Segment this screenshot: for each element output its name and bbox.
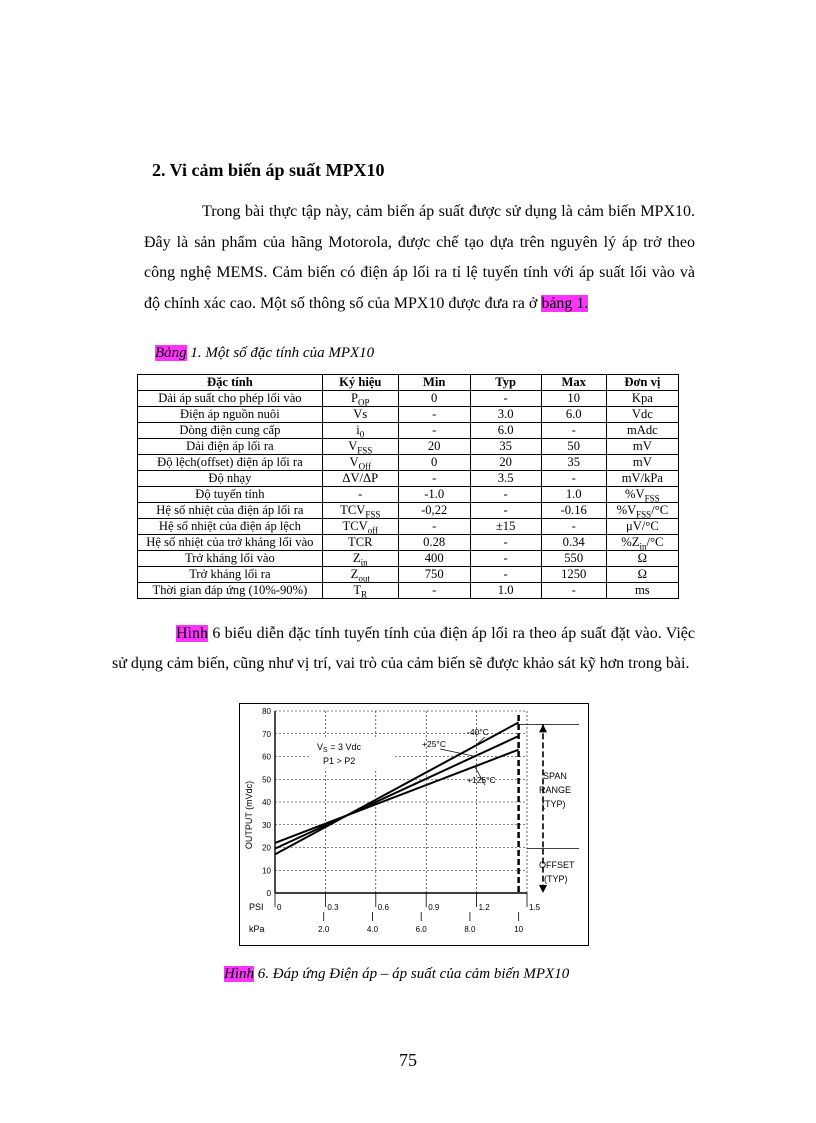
- table-row: [138, 391, 679, 407]
- unit-text: mV/kPa: [621, 471, 663, 485]
- x-tick-label-psi: 0.6: [377, 903, 389, 912]
- span-label-2: RANGE: [539, 785, 572, 795]
- cell-unit: [606, 535, 678, 551]
- col-header-unit: Đơn vị: [606, 375, 678, 391]
- cell-max: [541, 487, 606, 503]
- condition-p: P1 > P2: [323, 756, 356, 766]
- cell-symbol: [322, 551, 398, 567]
- y-axis-label: OUTPUT (mVdc): [244, 780, 254, 850]
- col-header-symbol: Ký hiệu: [322, 375, 398, 391]
- cell-min: [398, 519, 470, 535]
- max-value: 0.34: [562, 535, 585, 549]
- cell-unit: [606, 567, 678, 583]
- symbol-subscript: FSS: [365, 509, 381, 520]
- cell-typ: [470, 487, 541, 503]
- symbol-subscript: 0: [359, 429, 365, 440]
- characteristic-text: Trở kháng lối vào: [184, 551, 275, 565]
- typ-value: 6.0: [497, 423, 514, 437]
- unit-text: ms: [635, 583, 650, 597]
- min-value: -: [432, 471, 437, 485]
- table-row: [138, 455, 679, 471]
- symbol-text: T: [353, 583, 362, 597]
- table-header-row: [138, 375, 679, 391]
- x-tick-label-kpa: 8.0: [464, 925, 476, 934]
- span-label-3: (TYP): [542, 799, 566, 809]
- cell-min: [398, 487, 470, 503]
- y-tick-label: 70: [262, 729, 271, 739]
- cell-unit: [606, 551, 678, 567]
- typ-value: -: [503, 487, 508, 501]
- cell-typ: [470, 519, 541, 535]
- characteristic-text: Độ nhạy: [208, 471, 252, 485]
- figure-paragraph: [112, 619, 695, 678]
- cell-characteristic: [138, 519, 323, 535]
- unit-text: %V: [616, 503, 637, 517]
- min-value: -: [432, 583, 437, 597]
- unit-text: Kpa: [631, 391, 653, 405]
- offset-label-1: OFFSET: [539, 860, 575, 870]
- min-value: 0.28: [423, 535, 446, 549]
- cell-unit: [606, 471, 678, 487]
- cell-typ: [470, 551, 541, 567]
- symbol-text: P: [351, 391, 359, 405]
- cell-max: [541, 567, 606, 583]
- cell-min: [398, 567, 470, 583]
- cell-max: [541, 535, 606, 551]
- cell-unit: [606, 391, 678, 407]
- cell-typ: [470, 391, 541, 407]
- cell-max: [541, 455, 606, 471]
- characteristic-text: Dải áp suất cho phép lối vào: [158, 391, 302, 405]
- symbol-text: V: [348, 439, 358, 453]
- symbol-subscript: off: [367, 525, 379, 536]
- figure-caption: [224, 966, 569, 983]
- unit-text: Ω: [637, 551, 648, 565]
- cell-typ: [470, 567, 541, 583]
- max-value: 550: [564, 551, 584, 565]
- min-value: 400: [424, 551, 444, 565]
- x-tick-label-psi: 1.2: [478, 903, 490, 912]
- intro-text: Trong bài thực tập này, cảm biến áp suất được sử dụng là cảm biến MPX10. Đây là sản phẩm của hãng Motorola, được chế tạo dựa trên nguyên lý áp trở theo công nghệ MEMS. Cảm biến có điện áp lối ra tỉ lệ tuyến tính với áp suất lối vào và độ chính xác cao. Một số thông số của MPX10 được đưa ra ở: [144, 203, 695, 312]
- min-value: -: [432, 407, 437, 421]
- min-value: -: [432, 423, 437, 437]
- series-label: -40°C: [467, 727, 489, 737]
- x-tick-label-kpa: 4.0: [366, 925, 379, 934]
- cell-min: [398, 407, 470, 423]
- y-tick-label: 20: [262, 843, 271, 853]
- cell-characteristic: [138, 423, 323, 439]
- symbol-text: TCV: [340, 503, 366, 517]
- cell-min: [398, 503, 470, 519]
- y-tick-label: 0: [266, 889, 271, 898]
- y-tick-label: 10: [262, 866, 271, 876]
- symbol-text: -: [358, 487, 363, 501]
- cell-symbol: [322, 583, 398, 599]
- cell-symbol: [322, 519, 398, 535]
- y-tick-label: 40: [262, 798, 271, 807]
- unit-text: mV: [632, 455, 652, 469]
- table-caption-label: Bảng: [155, 345, 187, 361]
- typ-value: 20: [499, 455, 512, 469]
- max-value: -0.16: [560, 503, 587, 517]
- cell-characteristic: [138, 503, 323, 519]
- x-tick-label-kpa: 6.0: [415, 925, 427, 934]
- unit-subscript: in: [639, 541, 647, 552]
- col-header-characteristic: Đặc tính: [138, 375, 323, 391]
- unit-subscript: FSS: [636, 509, 652, 520]
- typ-value: 3.5: [497, 471, 514, 485]
- characteristic-text: Hệ số nhiệt của điện áp lối ra: [156, 503, 304, 517]
- unit-suffix: /°C: [646, 535, 664, 549]
- unit-text: %Z: [621, 535, 640, 549]
- cell-symbol: [322, 487, 398, 503]
- cell-symbol: [322, 471, 398, 487]
- y-tick-label: 80: [262, 707, 271, 716]
- unit-suffix: /°C: [651, 503, 669, 517]
- cell-max: [541, 551, 606, 567]
- cell-min: [398, 391, 470, 407]
- unit-subscript: FSS: [644, 493, 660, 504]
- symbol-text: i: [356, 423, 360, 437]
- figure-caption-label: Hình: [224, 966, 254, 982]
- cell-symbol: [322, 439, 398, 455]
- figure-paragraph-text: 6 biểu diễn đặc tính tuyến tính của điện áp lối ra theo áp suất đặt vào. Việc sử dụng cảm biến, cũng như vị trí, vai trò của cảm biến sẽ được khảo sát kỹ hơn trong bài.: [112, 625, 695, 672]
- y-tick-label: 60: [262, 752, 271, 762]
- min-value: 20: [427, 439, 441, 453]
- condition-vs-value: = 3 Vdc: [327, 742, 361, 752]
- table-caption-text: 1. Một số đặc tính của MPX10: [186, 345, 375, 361]
- cell-characteristic: [138, 455, 323, 471]
- x-tick-label-kpa: 10: [514, 925, 524, 934]
- offset-label-2: (TYP): [544, 874, 568, 884]
- figure-caption-text: 6. Đáp ứng Điện áp – áp suất của cảm biến MPX10: [254, 966, 570, 982]
- condition-v: V: [317, 742, 324, 752]
- symbol-text: ΔV/ΔP: [342, 471, 379, 485]
- symbol-subscript: R: [361, 589, 368, 600]
- cell-min: [398, 439, 470, 455]
- typ-value: -: [503, 551, 508, 565]
- symbol-text: V: [349, 455, 359, 469]
- characteristic-text: Điện áp nguồn nuôi: [180, 407, 280, 421]
- typ-value: 1.0: [497, 583, 514, 597]
- x-tick-label-psi: 0: [277, 903, 282, 912]
- symbol-text: Vs: [353, 407, 368, 421]
- page-number: 75: [399, 1050, 417, 1070]
- x-label-kpa: kPa: [249, 924, 265, 934]
- table-row: [138, 535, 679, 551]
- table-caption: [155, 345, 374, 362]
- x-tick-label-kpa: 2.0: [318, 925, 330, 934]
- symbol-subscript: FSS: [357, 445, 373, 456]
- cell-unit: [606, 439, 678, 455]
- cell-symbol: [322, 535, 398, 551]
- cell-max: [541, 391, 606, 407]
- typ-value: -: [503, 567, 508, 581]
- cell-max: [541, 471, 606, 487]
- min-value: -1.0: [424, 487, 445, 501]
- cell-unit: [606, 503, 678, 519]
- cell-min: [398, 583, 470, 599]
- cell-unit: [606, 423, 678, 439]
- symbol-subscript: in: [360, 557, 368, 568]
- cell-max: [541, 407, 606, 423]
- cell-unit: [606, 487, 678, 503]
- cell-min: [398, 471, 470, 487]
- cell-unit: [606, 455, 678, 471]
- cell-max: [541, 503, 606, 519]
- typ-value: 3.0: [497, 407, 514, 421]
- y-tick-label: 50: [262, 775, 271, 785]
- cell-typ: [470, 407, 541, 423]
- table-row: [138, 503, 679, 519]
- x-tick-label-psi: 1.5: [529, 903, 541, 912]
- table-row: [138, 519, 679, 535]
- table-row: [138, 471, 679, 487]
- cell-max: [541, 439, 606, 455]
- x-label-psi: PSI: [249, 902, 264, 912]
- max-value: -: [571, 519, 576, 533]
- cell-min: [398, 455, 470, 471]
- typ-value: 35: [499, 439, 512, 453]
- cell-symbol: [322, 391, 398, 407]
- max-value: 1250: [561, 567, 587, 581]
- y-tick-label: 30: [262, 820, 271, 830]
- cell-symbol: [322, 567, 398, 583]
- typ-value: ±15: [495, 519, 516, 533]
- cell-min: [398, 423, 470, 439]
- min-value: -0,22: [421, 503, 448, 517]
- max-value: 6.0: [565, 407, 582, 421]
- figure-reference-link[interactable]: Hình: [176, 625, 208, 642]
- cell-max: [541, 519, 606, 535]
- symbol-text: TCR: [348, 535, 373, 549]
- cell-symbol: [322, 407, 398, 423]
- cell-unit: [606, 583, 678, 599]
- table-row: [138, 439, 679, 455]
- unit-text: μV/°C: [625, 519, 659, 533]
- characteristic-text: Thời gian đáp ứng (10%-90%): [152, 583, 308, 597]
- cell-characteristic: [138, 439, 323, 455]
- typ-value: -: [503, 391, 508, 405]
- max-value: -: [571, 423, 576, 437]
- symbol-subscript: OP: [358, 397, 370, 408]
- x-tick-label-psi: 0.3: [327, 903, 339, 912]
- table-body: [138, 391, 679, 599]
- series-label: +25°C: [422, 739, 446, 749]
- max-value: -: [571, 471, 576, 485]
- unit-text: mV: [632, 439, 652, 453]
- section-heading: 2. Vi cảm biến áp suất MPX10: [152, 160, 385, 180]
- characteristic-text: Trở kháng lối ra: [189, 567, 271, 581]
- unit-text: mAdc: [626, 423, 658, 437]
- cell-characteristic: [138, 471, 323, 487]
- cell-characteristic: [138, 487, 323, 503]
- characteristic-text: Độ lệch(offset) điện áp lối ra: [157, 455, 303, 469]
- symbol-text: Z: [352, 551, 361, 565]
- characteristic-text: Dải điện áp lối ra: [186, 439, 274, 453]
- min-value: 0: [431, 391, 438, 405]
- cell-max: [541, 423, 606, 439]
- min-value: 0: [431, 455, 438, 469]
- typ-value: -: [503, 535, 508, 549]
- typ-value: -: [503, 503, 508, 517]
- symbol-text: Z: [350, 567, 359, 581]
- cell-characteristic: [138, 391, 323, 407]
- characteristic-text: Hệ số nhiệt của điện áp lệch: [158, 519, 301, 533]
- unit-text: %V: [625, 487, 645, 501]
- cell-symbol: [322, 503, 398, 519]
- cell-min: [398, 535, 470, 551]
- cell-characteristic: [138, 567, 323, 583]
- max-value: 1.0: [565, 487, 582, 501]
- symbol-subscript: Off: [358, 461, 371, 472]
- table-row: [138, 551, 679, 567]
- table-row: [138, 423, 679, 439]
- unit-text: Vdc: [631, 407, 653, 421]
- intro-paragraph: [144, 197, 695, 319]
- col-header-max: Max: [541, 375, 606, 391]
- max-value: 50: [567, 439, 580, 453]
- col-header-typ: Typ: [470, 375, 541, 391]
- cell-symbol: [322, 423, 398, 439]
- pressure-response-chart: [239, 703, 589, 946]
- symbol-subscript: out: [358, 573, 370, 584]
- characteristic-text: Hệ số nhiệt của trở kháng lối vào: [146, 535, 314, 549]
- cell-max: [541, 583, 606, 599]
- max-value: 10: [567, 391, 580, 405]
- spec-table: [137, 374, 679, 599]
- min-value: 750: [424, 567, 444, 581]
- condition-v-sub: S: [323, 747, 328, 754]
- cell-typ: [470, 471, 541, 487]
- max-value: -: [571, 583, 576, 597]
- cell-typ: [470, 583, 541, 599]
- characteristic-text: Độ tuyến tính: [195, 487, 265, 501]
- cell-min: [398, 551, 470, 567]
- cell-characteristic: [138, 583, 323, 599]
- table-reference-link[interactable]: bảng 1.: [541, 294, 589, 312]
- cell-typ: [470, 423, 541, 439]
- cell-characteristic: [138, 535, 323, 551]
- chart-svg: [239, 703, 589, 946]
- characteristic-text: Dòng điện cung cấp: [179, 423, 281, 437]
- cell-unit: [606, 407, 678, 423]
- table-row: [138, 407, 679, 423]
- unit-text: Ω: [637, 567, 648, 581]
- table-row: [138, 583, 679, 599]
- cell-typ: [470, 535, 541, 551]
- series-label: +125°C: [467, 775, 496, 785]
- cell-typ: [470, 439, 541, 455]
- table-row: [138, 567, 679, 583]
- x-tick-label-psi: 0.9: [428, 903, 440, 912]
- cell-characteristic: [138, 551, 323, 567]
- cell-unit: [606, 519, 678, 535]
- cell-symbol: [322, 455, 398, 471]
- col-header-min: Min: [398, 375, 470, 391]
- min-value: -: [432, 519, 437, 533]
- cell-characteristic: [138, 407, 323, 423]
- span-label-1: SPAN: [543, 771, 567, 781]
- cell-typ: [470, 455, 541, 471]
- max-value: 35: [567, 455, 580, 469]
- cell-typ: [470, 503, 541, 519]
- table-row: [138, 487, 679, 503]
- symbol-text: TCV: [342, 519, 368, 533]
